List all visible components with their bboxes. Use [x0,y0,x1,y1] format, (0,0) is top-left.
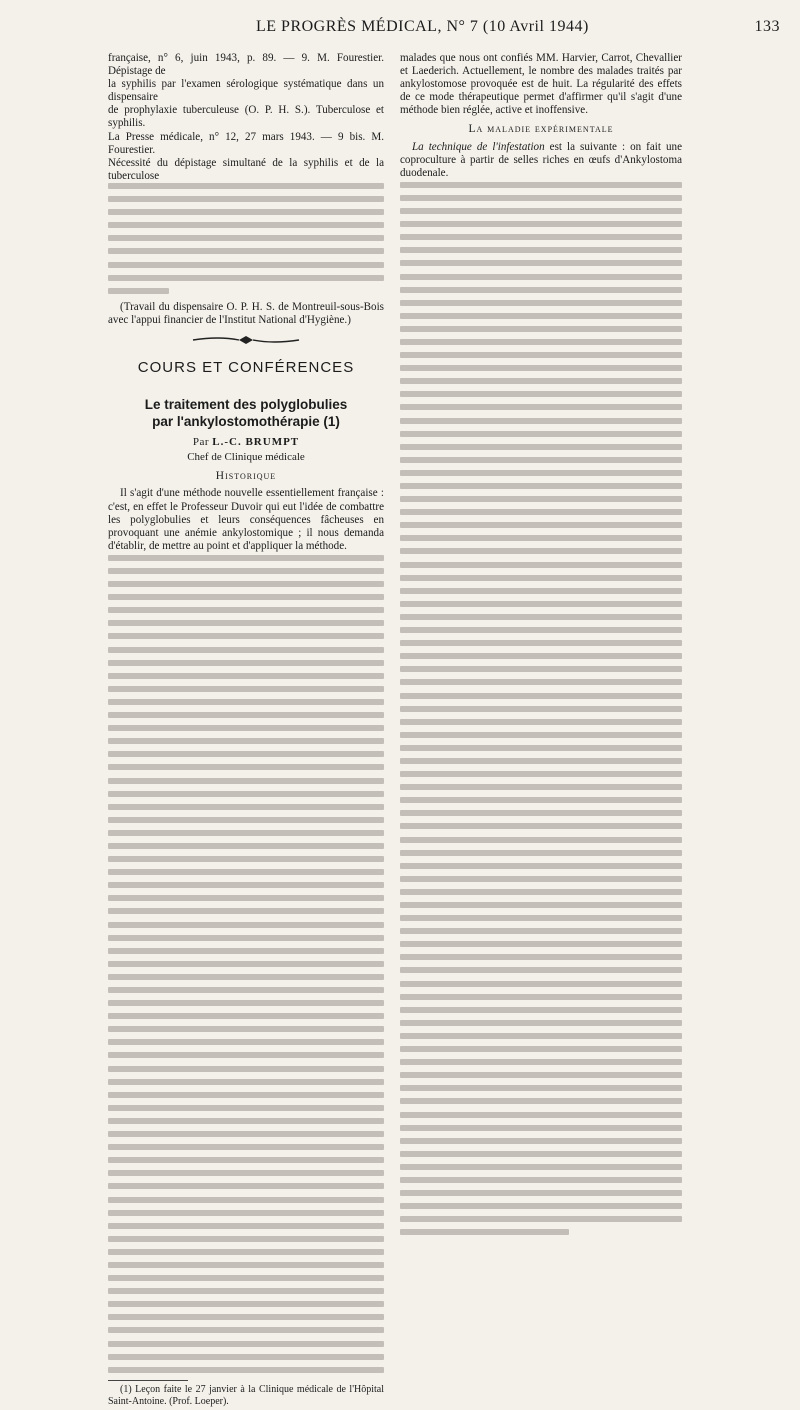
text-block [400,182,682,1236]
text-block [108,555,384,1373]
author-prefix: Par [192,436,210,449]
body-paragraph [400,141,682,180]
body-paragraph: malades que nous ont confiés MM. Harvier, Carrot, Chevallier et Laederich. Actuellement, le nombre des malades traités par ankylostomose provoquée est de huit. La régularité des effets de ce mode thérapeutique permet d'affirmer qu'il s'agit d'une méthode bien réglée, active et inoffensive. [400,52,682,117]
author-role: Chef de Clinique médicale [187,451,305,464]
reference-line: de prophylaxie tuberculeuse (O. P. H. S.). Tuberculose et syphilis. [108,104,384,130]
article-title [108,396,384,430]
running-title: LE PROGRÈS MÉDICAL, N° 7 (10 Avril 1944) [256,18,589,35]
reference-line: Nécessité du dépistage simultané de la syphilis et de la tuberculose [108,156,384,182]
subsection-text: est la suivante : on fait une coproculture à partir de selles riches en œufs d'Ankylostoma duodenale. [400,140,682,179]
decorative-divider-icon [108,335,384,349]
running-header [100,18,780,42]
reference-line: La Presse médicale, n° 12, 27 mars 1943. — 9 bis. M. Fourestier. [108,130,384,156]
right-column [400,52,682,1242]
reference-line: française, n° 6, juin 1943, p. 89. — 9. M. Fourestier. Dépistage de [108,52,384,78]
credit-note: (Travail du dispensaire O. P. H. S. de Montreuil-sous-Bois avec l'appui financier de l'Institut National d'Hygiène.) [108,300,384,326]
author-name: L.-C. BRUMPT [212,436,300,449]
subsection-label: La technique de l'infestation [412,140,545,153]
byline [108,436,384,449]
reference-line: la syphilis par l'examen sérologique systématique dans un dispensaire [108,78,384,104]
page-number: 133 [754,18,780,35]
text-block [108,183,384,294]
reference-list [108,52,384,294]
footnote: (1) Leçon faite le 27 janvier à la Clinique médicale de l'Hôpital Saint-Antoine. (Prof. Loeper). [108,1383,384,1407]
section-heading: Historique [215,470,277,483]
body-paragraph: Il s'agit d'une méthode nouvelle essentiellement française : c'est, en effet le Professeur Duvoir qui eut l'idée de combattre les polyglobulies et leurs conséquences fâcheuses en provoquant une anémie ankylostomique ; il nous demanda d'établir, de mettre au point et d'appliquer la méthode. [108,487,384,552]
section-heading: La maladie expérimentale [468,123,614,136]
article-title-line: par l'ankylostomothérapie (1) [152,414,340,430]
left-column [108,52,384,1410]
article-title-line: Le traitement des polyglobulies [144,397,348,413]
footnote-divider [108,1380,188,1381]
section-rubric: COURS ET CONFÉRENCES [137,359,355,377]
